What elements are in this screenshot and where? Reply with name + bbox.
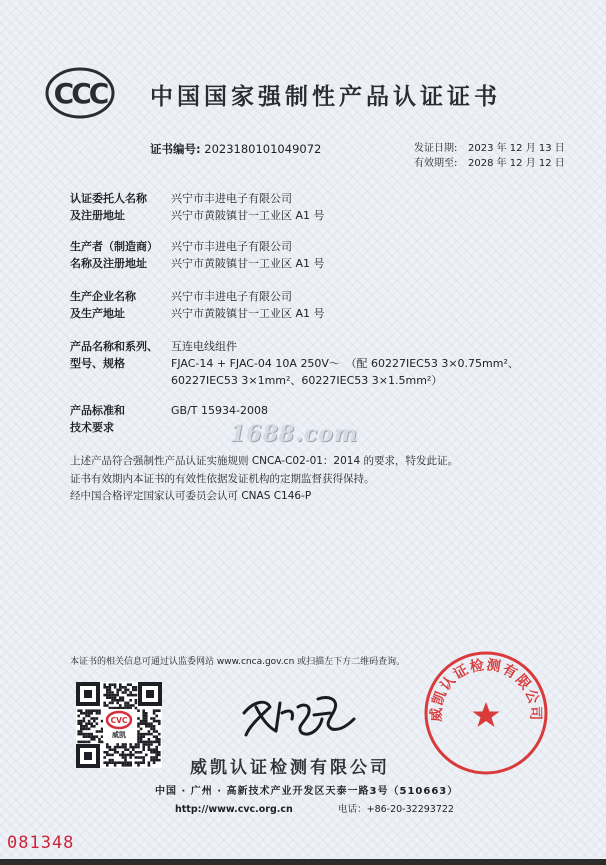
issue-date-label: 发证日期:: [414, 143, 458, 154]
field-label: [70, 288, 170, 322]
issue-date-row: [414, 141, 565, 156]
field-label-line: 产品名称和系列、: [70, 340, 158, 353]
field-label-line: 型号、规格: [70, 357, 125, 370]
issuer-address: 中国 · 广州 · 高新技术产业开发区天泰一路3号（510663）: [155, 786, 459, 797]
field-label: [70, 402, 170, 436]
certificate-dates: [414, 141, 565, 171]
issuer-website-link[interactable]: http://www.cvc.org.cn: [175, 804, 293, 815]
field-label-line: 名称及注册地址: [70, 257, 147, 270]
field-value-line: 60227IEC53 3×1mm²、60227IEC53 3×1.5mm²）: [171, 374, 443, 387]
statement-line: 证书有效期内本证书的有效性依据发证机构的定期监督获得保持。: [70, 472, 375, 485]
field-value-line: 兴宁市丰进电子有限公司: [171, 192, 292, 205]
expiry-date-row: [414, 156, 565, 171]
issue-date-value: 2023 年 12 月 13 日: [468, 143, 565, 154]
bottom-edge: [0, 859, 606, 865]
field-value: [171, 338, 571, 389]
qr-code-icon[interactable]: [76, 682, 162, 768]
certificate-number-value: 2023180101049072: [204, 142, 322, 156]
seal-star-icon: [473, 702, 500, 727]
watermark-text: 1688.com: [230, 421, 359, 447]
cvc-logo-text: CVC: [110, 716, 128, 725]
expiry-date-value: 2028 年 12 月 12 日: [468, 158, 565, 169]
signature-icon: [232, 685, 362, 745]
field-label-line: 技术要求: [70, 421, 114, 434]
field-value-line: 兴宁市黄陂镇甘一工业区 A1 号: [171, 307, 325, 320]
certificate-number-label: 证书编号:: [150, 142, 201, 156]
certificate-title: 中国国家强制性产品认证证书: [150, 84, 501, 110]
field-value-line: 兴宁市黄陂镇甘一工业区 A1 号: [171, 257, 325, 270]
field-label-line: 认证委托人名称: [70, 192, 147, 205]
certificate-statements: [70, 453, 458, 506]
verification-footnote: 本证书的相关信息可通过认监委网站 www.cnca.gov.cn 或扫描左下方二维码查询。: [70, 657, 406, 667]
field-value-line: 互连电线组件: [171, 340, 237, 353]
field-label-line: 及生产地址: [70, 307, 125, 320]
field-label: [70, 338, 170, 372]
certificate-number: [150, 141, 321, 157]
statement-line: 经中国合格评定国家认可委员会认可 CNAS C146-P: [70, 490, 312, 502]
cvc-logo-caption: 威凯: [112, 731, 126, 739]
field-label-line: 产品标准和: [70, 404, 125, 417]
field-label-line: 生产者（制造商）: [70, 240, 158, 253]
field-value: [171, 238, 571, 272]
field-value-line: 兴宁市黄陂镇甘一工业区 A1 号: [171, 209, 325, 222]
issuer-contact: [175, 801, 454, 815]
field-value-line: 兴宁市丰进电子有限公司: [171, 290, 292, 303]
field-label-line: 生产企业名称: [70, 290, 136, 303]
field-value: [171, 402, 571, 419]
field-value: [171, 190, 571, 224]
ccc-logo-text: CCC: [53, 77, 107, 110]
field-label-line: 及注册地址: [70, 209, 125, 222]
field-value-line: 兴宁市丰进电子有限公司: [171, 240, 292, 253]
field-label: [70, 238, 170, 272]
serial-number: 081348: [7, 833, 75, 853]
seal-text: 威凯认证检测有限公司: [428, 657, 544, 722]
expiry-date-label: 有效期至:: [414, 158, 458, 169]
field-value-line: FJAC-14 + FJAC-04 10A 250V～ （配 60227IEC53 3×0.75mm²、: [171, 357, 519, 370]
field-label: [70, 190, 170, 224]
field-value-line: GB/T 15934-2008: [171, 404, 268, 417]
field-value: [171, 288, 571, 322]
company-seal-icon: [423, 650, 549, 776]
issuer-name: 威凯认证检测有限公司: [190, 758, 390, 778]
ccc-logo-icon: [45, 67, 115, 119]
issuer-phone: 电话：+86-20-32293722: [338, 804, 454, 815]
statement-line: 上述产品符合强制性产品认证实施规则 CNCA-C02-01：2014 的要求，特发此证。: [70, 455, 458, 467]
